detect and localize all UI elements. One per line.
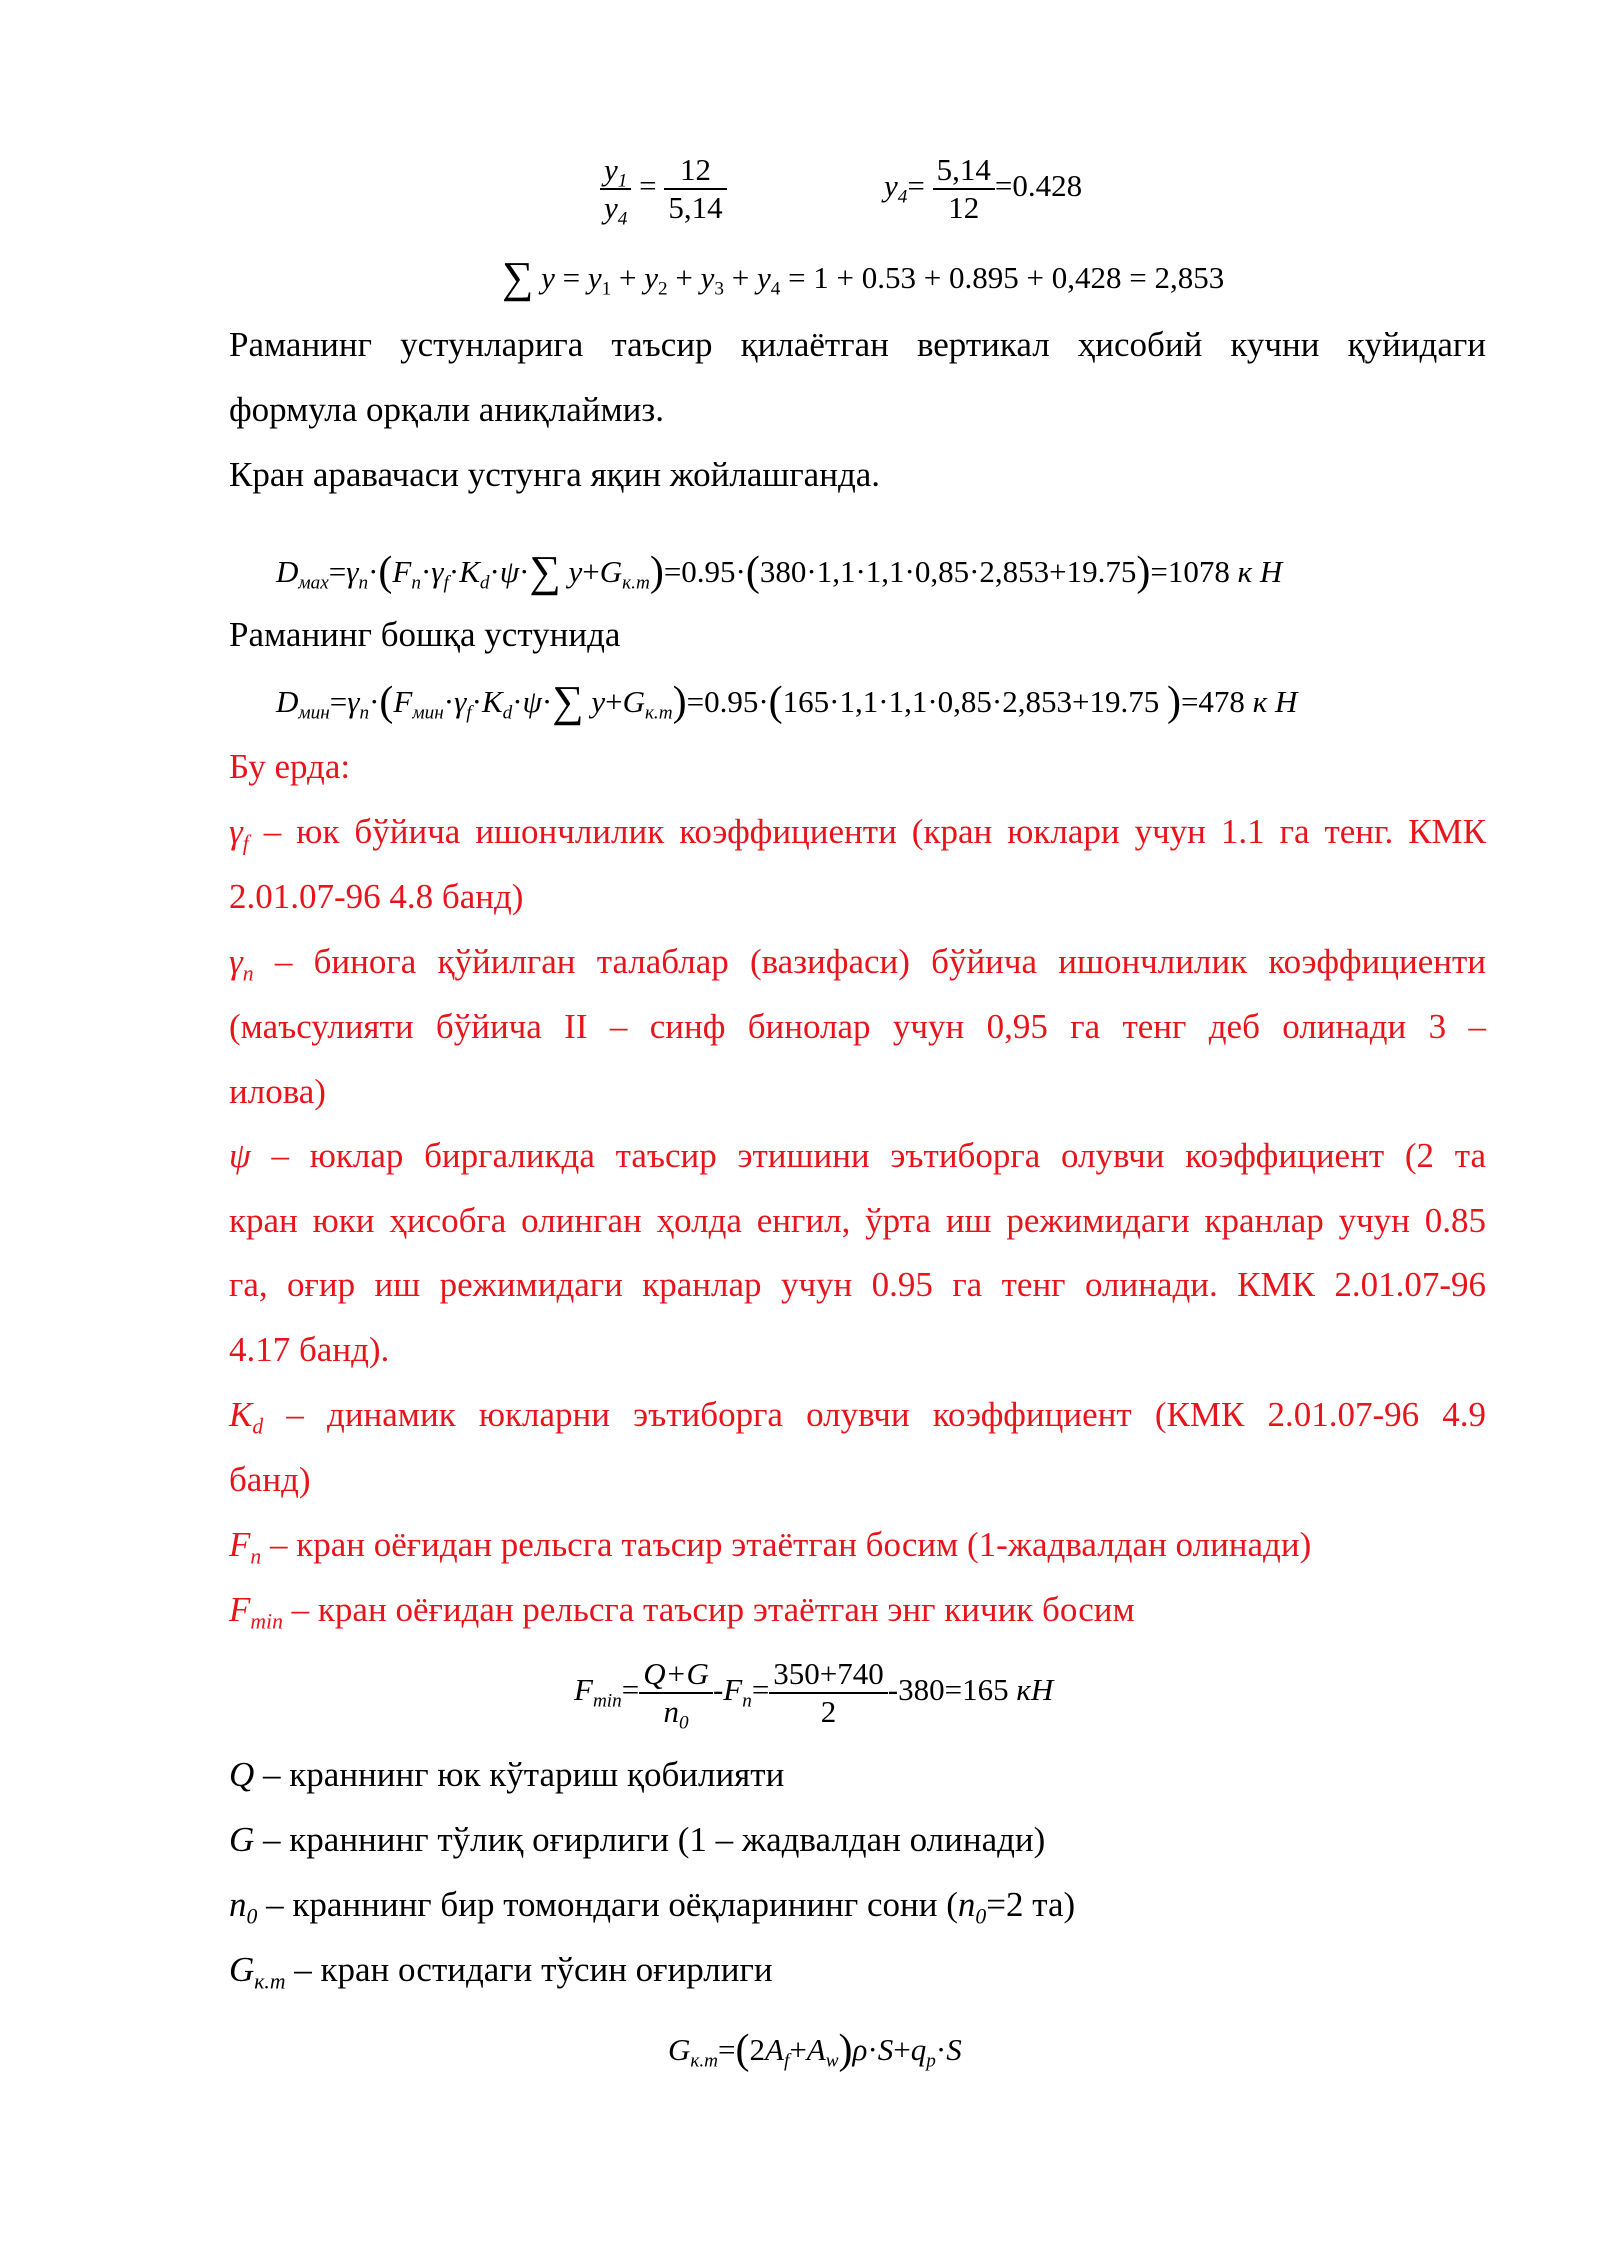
- definition-fn: $F_n$ – кран оёғидан рельсга таъсир этаётган босим (1-жадвалдан олинади): [229, 1525, 1312, 1569]
- definition-gamma-f: $\gamma_f$ – юк бўйича ишончлилик коэффициенти (кран юклари учун 1.1 га тенг. КМК: [229, 812, 1486, 856]
- definition-text: – динамик юкларни эътиборга олувчи коэффициент (КМК 2.01.07-96 4.9: [263, 1395, 1486, 1434]
- definition-text: – краннинг юк кўтариш қобилияти: [254, 1755, 785, 1794]
- formula-sum-y: ∑ $y = y_1 + y_2 + y_3 + y_4 = 1 + 0.53 + 0.895 + 0,428 = 2,853$: [502, 253, 1225, 302]
- definition-text: =2 та): [986, 1885, 1076, 1924]
- definition-text: – краннинг бир томондаги оёқларининг сони (: [257, 1885, 958, 1924]
- definition-g: G – краннинг тўлиқ оғирлиги (1 – жадвалдан олинади): [229, 1820, 1046, 1859]
- formula-d-max: $D_{мах}=\gamma_n\cdot(F_n\cdot\gamma_f\cdot K_d\cdot\psi\cdot\sum$ $y+G_{к.т})=0.95\cdot(380\cdot 1,1\cdot 1,1\cdot 0,85\cdot 2,853+19.75)=1078$ к Н: [276, 547, 1283, 596]
- paragraph-line: илова): [229, 1072, 326, 1111]
- definition-text: – кран оёғидан рельсга таъсир этаётган энг кичик босим: [282, 1590, 1135, 1629]
- definition-kd: $K_d$ – динамик юкларни эътиборга олувчи коэффициент (КМК 2.01.07-96 4.9: [229, 1395, 1486, 1439]
- paragraph-line: формула орқали аниқлаймиз.: [229, 390, 664, 429]
- paragraph-line: (маъсулияти бўйича II – синф бинолар учун 0,95 га тенг деб олинади 3 –: [229, 1007, 1486, 1046]
- paragraph-line: банд): [229, 1460, 311, 1499]
- paragraph-line: Раманинг бошқа устунида: [229, 615, 621, 654]
- definition-gkt: $G_{к.т}$ – кран остидаги тўсин оғирлиги: [229, 1950, 773, 1994]
- paragraph-line: Кран аравачаси устунга яқин жойлашганда.: [229, 455, 881, 494]
- formula-d-min: $D_{мин}=\gamma_n\cdot(F_{мин}\cdot\gamma_f\cdot K_d\cdot\psi\cdot\sum$ $y+G_{к.т})=0.95\cdot(165\cdot 1,1\cdot 1,1\cdot 0,85\cdot 2,853+19.75$ )=478 к Н: [276, 677, 1298, 726]
- paragraph-line: Бу ерда:: [229, 747, 351, 786]
- paragraph-line: 2.01.07-96 4.8 банд): [229, 877, 524, 916]
- definition-fmin: $F_{min}$ – кран оёғидан рельсга таъсир этаётган энг кичик босим: [229, 1590, 1135, 1634]
- formula-y1-y4-ratio: $\frac{y_1}{y_4}$ = $\frac{12}{5,14}$: [600, 152, 727, 226]
- definition-text: – юклар биргаликда таъсир этишини эътиборга олувчи коэффициент (2 та: [250, 1136, 1486, 1175]
- paragraph-line: кран юки ҳисобга олинган ҳолда енгил, ўрта иш режимидаги кранлар учун 0.85: [229, 1201, 1486, 1240]
- definition-text: – кран оёғидан рельсга таъсир этаётган босим (1-жадвалдан олинади): [261, 1525, 1312, 1564]
- definition-psi: ψ – юклар биргаликда таъсир этишини эътиборга олувчи коэффициент (2 та: [229, 1136, 1486, 1175]
- formula-f-min: $F_{min}=$ $\frac{Q+G}{n_0}$ $-F_n=$ $\frac{350+740}{2}$ -380=165 кН: [574, 1656, 1054, 1734]
- definition-gamma-n: $\gamma_n$ – бинога қўйилган талаблар (вазифаси) бўйича ишончлилик коэффициенти: [229, 942, 1486, 986]
- paragraph-line: га, оғир иш режимидаги кранлар учун 0.95 га тенг олинади. КМК 2.01.07-96: [229, 1265, 1486, 1304]
- definition-q: Q – краннинг юк кўтариш қобилияти: [229, 1755, 785, 1794]
- definition-text: – краннинг тўлиқ оғирлиги (1 – жадвалдан олинади): [254, 1820, 1046, 1859]
- definition-text: – бинога қўйилган талаблар (вазифаси) бўйича ишончлилик коэффициенти: [253, 942, 1486, 981]
- paragraph-line: 4.17 банд).: [229, 1330, 390, 1369]
- formula-y4-value: $y_4=$ $\frac{5,14}{12}$ =0.428: [884, 152, 1083, 225]
- definition-text: – юк бўйича ишончлилик коэффициенти (кран юклари учун 1.1 га тенг. КМК: [248, 812, 1486, 851]
- paragraph-line: Раманинг устунларига таъсир қилаётган вертикал ҳисобий кучни қуйидаги: [229, 325, 1486, 364]
- definition-text: – кран остидаги тўсин оғирлиги: [285, 1950, 773, 1989]
- formula-g-kt: $G_{к.т}=(2A_f+A_w)\rho\cdot S+q_p\cdot S$: [668, 2027, 962, 2073]
- definition-n0: $n_0$ – краннинг бир томондаги оёқларининг сони ($n_0=2$ та): [229, 1885, 1076, 1929]
